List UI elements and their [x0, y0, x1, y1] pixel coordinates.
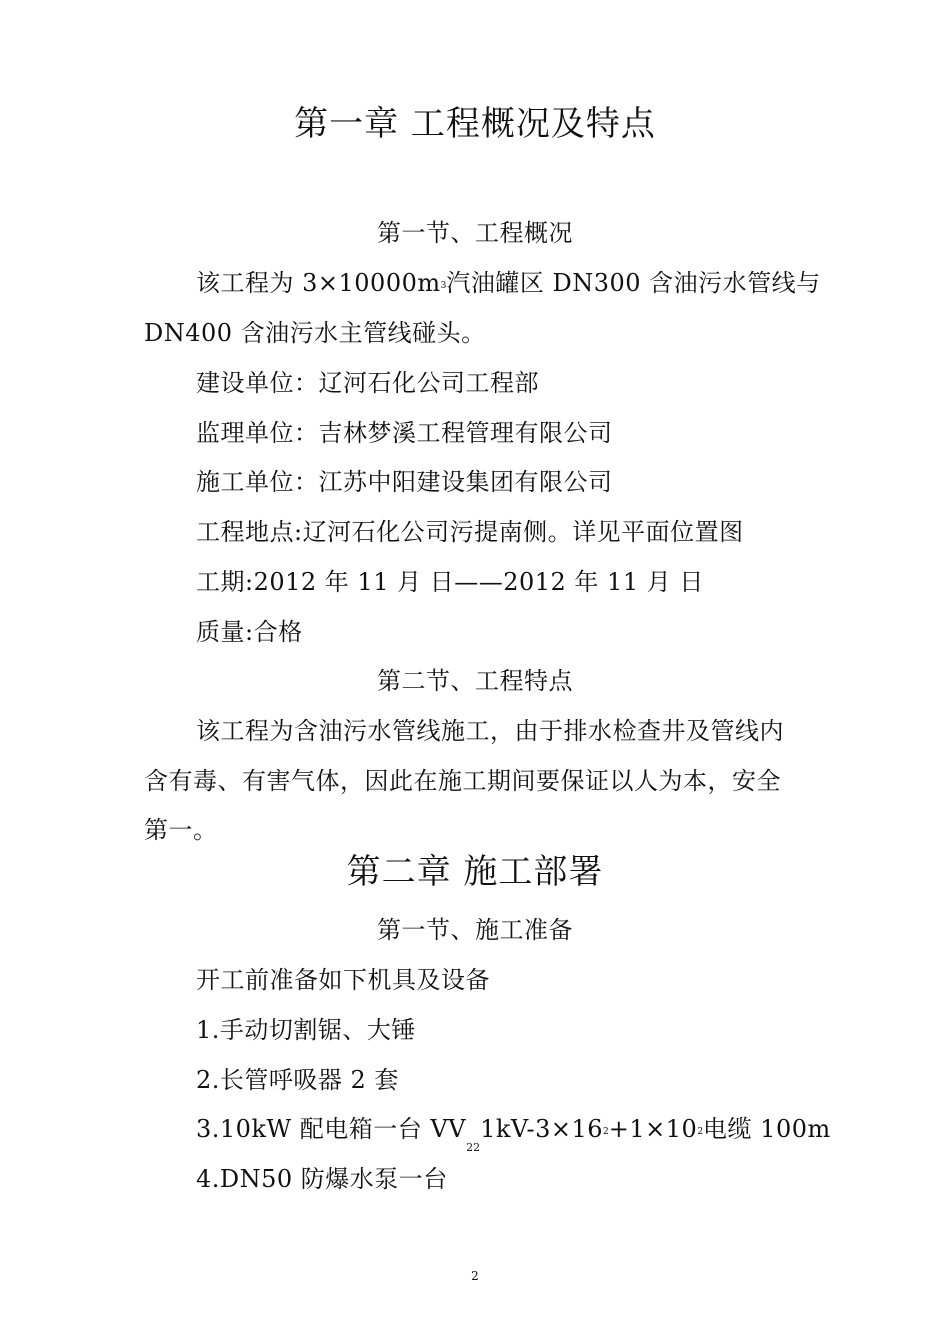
page-number: 2 — [471, 1269, 479, 1283]
project-intro-line-2: DN400 含油污水主管线碰头。 — [144, 319, 486, 347]
chapter-1-title: 第一章 工程概况及特点 — [294, 104, 656, 144]
quality-line: 质量:合格 — [196, 618, 303, 646]
chapter-2-title: 第二章 施工部署 — [346, 852, 604, 892]
equipment-item-3-text-c: +1×10 — [608, 1115, 698, 1143]
equipment-item-4: 4.DN50 防爆水泵一台 — [196, 1165, 448, 1193]
features-line-3: 第一。 — [144, 816, 218, 844]
project-intro-text-a: 该工程为 3×10000m — [196, 269, 441, 297]
project-intro-line-1 — [196, 268, 821, 304]
equipment-item-3-text-d: 电缆 100m — [703, 1115, 831, 1143]
equipment-intro-line: 开工前准备如下机具及设备 — [196, 966, 490, 994]
features-line-1: 该工程为含油污水管线施工，由于排水检查井及管线内 — [196, 717, 784, 745]
project-intro-superscript: 3 — [440, 281, 447, 291]
duration-line: 工期:2012 年 11 月 日——2012 年 11 月 日 — [196, 568, 704, 596]
project-intro-text-b: 汽油罐区 DN300 含油污水管线与 — [446, 269, 821, 297]
section-1-1-title: 第一节、工程概况 — [377, 219, 573, 247]
equipment-item-3-text-a: 3.10kW 配电箱一台 VV — [196, 1115, 467, 1143]
equipment-item-3-superscript-1: 2 — [603, 1127, 609, 1137]
section-2-1-title: 第一节、施工准备 — [377, 916, 573, 944]
supervisor-line: 监理单位：吉林梦溪工程管理有限公司 — [196, 419, 613, 447]
equipment-item-1: 1.手动切割锯、大锤 — [196, 1016, 416, 1044]
equipment-item-3-superscript-2: 2 — [697, 1127, 704, 1137]
equipment-item-2: 2.长管呼吸器 2 套 — [196, 1066, 399, 1094]
equipment-item-3-text-b: 1kV-3×16 — [480, 1115, 604, 1143]
equipment-item-3-subscript: 22 — [466, 1141, 481, 1154]
features-line-2: 含有毒、有害气体，因此在施工期间要保证以人为本，安全 — [144, 767, 781, 795]
contractor-line: 施工单位：江苏中阳建设集团有限公司 — [196, 468, 613, 496]
section-1-2-title: 第二节、工程特点 — [377, 667, 573, 695]
owner-line: 建设单位：辽河石化公司工程部 — [196, 369, 539, 397]
location-line: 工程地点:辽河石化公司污提南侧。详见平面位置图 — [196, 518, 744, 546]
equipment-item-3 — [196, 1114, 831, 1154]
